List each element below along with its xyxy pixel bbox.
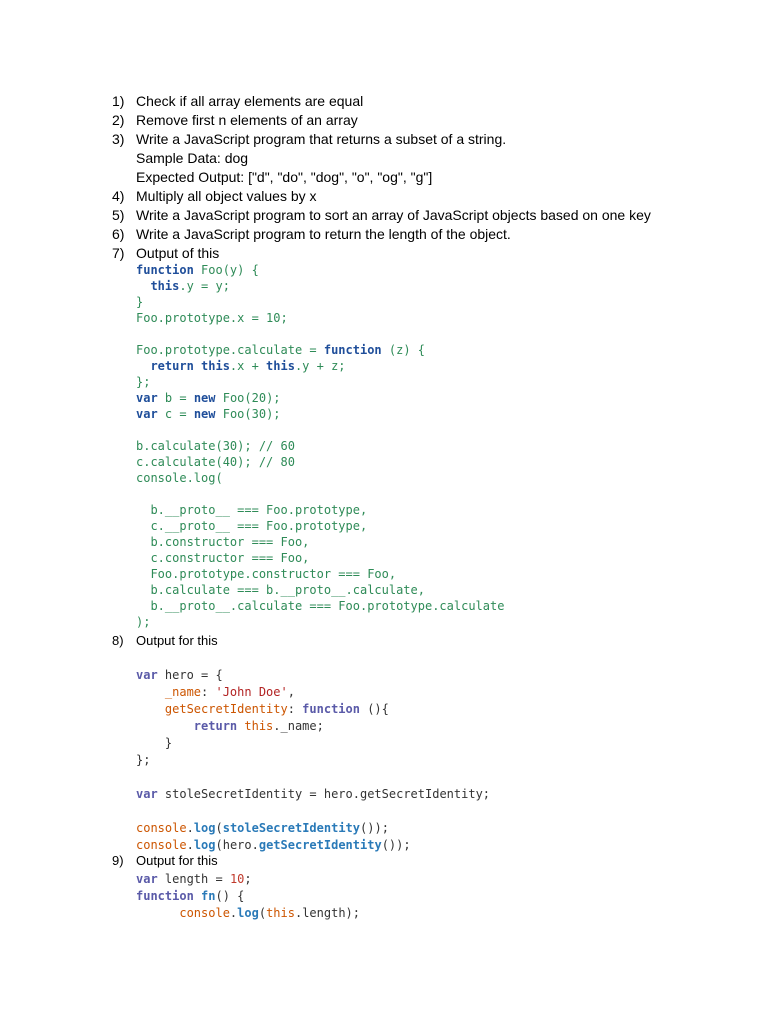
code-line: var hero = { [136, 668, 223, 682]
code-line: ); [136, 615, 151, 629]
sample-data-text: Sample Data: dog [136, 150, 249, 166]
code-line: b.__proto__.calculate === Foo.prototype.calculate [136, 599, 505, 613]
code-line: var c = new Foo(30); [136, 407, 281, 421]
list-number: 4) [112, 188, 125, 204]
code-line: getSecretIdentity: function (){ [136, 702, 389, 716]
list-number: 6) [112, 226, 125, 242]
list-item-text: Multiply all object values by x [136, 188, 317, 204]
code-line: var stoleSecretIdentity = hero.getSecretIdentity; [136, 787, 491, 801]
code-line: console.log(stoleSecretIdentity()); [136, 821, 389, 835]
code-line: b.__proto__ === Foo.prototype, [136, 503, 368, 517]
list-number: 3) [112, 131, 125, 147]
list-item-text: Check if all array elements are equal [136, 93, 364, 109]
list-number: 8) [112, 633, 124, 648]
code-line: Foo.prototype.constructor === Foo, [136, 567, 397, 581]
code-line: console.log(this.length); [136, 906, 361, 920]
list-number: 9) [112, 853, 124, 868]
list-number: 2) [112, 112, 125, 128]
list-item-text: Output for this [136, 853, 218, 868]
code-line: c.constructor === Foo, [136, 551, 310, 565]
code-line: function Foo(y) { [136, 263, 259, 277]
list-item-text: Remove first n elements of an array [136, 112, 358, 128]
code-line: b.calculate === b.__proto__.calculate, [136, 583, 425, 597]
expected-output-text: Expected Output: ["d", "do", "dog", "o", "og", "g"] [136, 169, 433, 185]
list-number: 5) [112, 207, 125, 223]
code-line: _name: 'John Doe', [136, 685, 295, 699]
code-line: } [136, 736, 173, 750]
list-item-text: Output for this [136, 633, 218, 648]
code-line: var b = new Foo(20); [136, 391, 281, 405]
list-item-text: Write a JavaScript program to sort an array of JavaScript objects based on one key [136, 207, 651, 223]
code-line: c.calculate(40); // 80 [136, 455, 295, 469]
list-item-text: Output of this [136, 245, 220, 261]
code-line: Foo.prototype.x = 10; [136, 311, 288, 325]
code-line: c.__proto__ === Foo.prototype, [136, 519, 368, 533]
list-item-text: Write a JavaScript program to return the length of the object. [136, 226, 511, 242]
code-line: b.calculate(30); // 60 [136, 439, 295, 453]
code-line: return this._name; [136, 719, 324, 733]
code-line: }; [136, 753, 151, 767]
code-line: console.log(hero.getSecretIdentity()); [136, 838, 411, 852]
code-line: Foo.prototype.calculate = function (z) { [136, 343, 425, 357]
code-line: console.log( [136, 471, 223, 485]
code-line: var length = 10; [136, 872, 252, 886]
list-item-text: Write a JavaScript program that returns a subset of a string. [136, 131, 507, 147]
list-number: 7) [112, 245, 125, 261]
list-number: 1) [112, 93, 125, 109]
code-line: return this.x + this.y + z; [136, 359, 346, 373]
code-line: this.y = y; [136, 279, 230, 293]
code-line: } [136, 295, 144, 309]
code-line: function fn() { [136, 889, 245, 903]
code-line: }; [136, 375, 151, 389]
code-line: b.constructor === Foo, [136, 535, 310, 549]
